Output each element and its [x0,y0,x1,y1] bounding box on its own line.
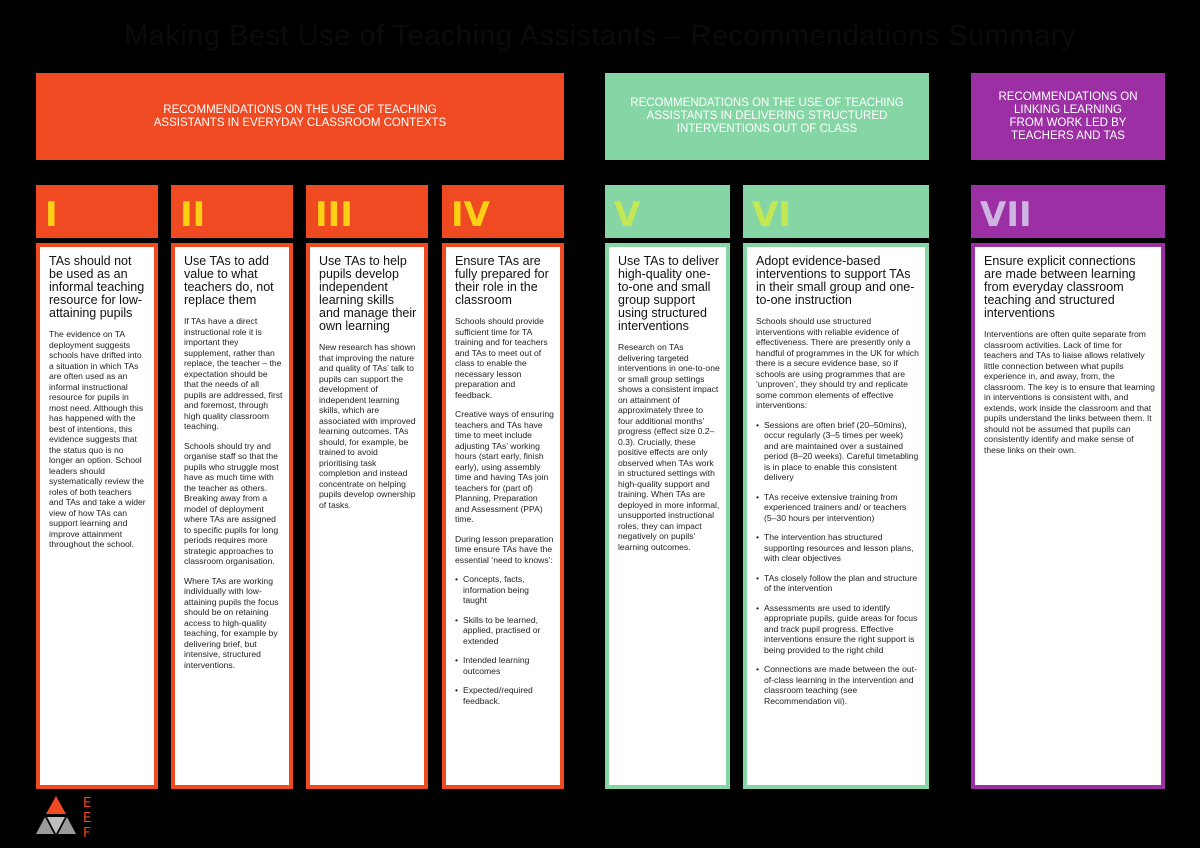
recommendation-6-numeral: VI [743,185,929,238]
recommendation-1-numeral: I [36,185,158,238]
recommendation-4-paragraph: Schools should provide sufficient time for TA training and for teachers and TAs to meet out of class to enable the necessary lesson preparation and feedback. [455,316,548,400]
logo-letter: E [83,811,92,826]
recommendation-3-heading: Use TAs to help pupils develop independent learning skills and manage their own learning [319,254,417,333]
recommendation-6-heading: Adopt evidence-based interventions to support TAs in their small group and one-to-one instruction [756,254,915,307]
recommendation-5-panel [605,243,730,789]
header-classroom-contexts-text: RECOMMENDATIONS ON THE USE OF TEACHING ASSISTANTS IN EVERYDAY CLASSROOM CONTEXTS [153,103,447,129]
bullet-item: • Assessments are used to identify appropriate pupils, guide areas for focus and track pupil progress. Effective interventions ensure the right support is being provided to the right child [756,603,919,656]
recommendation-2-panel [171,243,293,789]
recommendation-4-paragraph: Creative ways of ensuring teachers and TAs have time to meet include adjusting TAs’ working hours (start early, finish early), using assembly time and having TAs join teachers for (part of) Planning, Preparation and Assessment (PPA) time. [455,409,554,524]
bullet-item: • TAs receive extensive training from experienced trainers and/ or teachers (5–30 hours per intervention) [756,492,919,524]
recommendation-4-paragraph: During lesson preparation time ensure TAs have the essential ‘need to knows’: [455,533,554,565]
recommendation-6-paragraph: Schools should use structured interventions with reliable evidence of effectiveness. There are presently only a handful of programmes in the UK for which there is a secure evidence base, so if schools are using programmes that are ‘unproven’, they should try and replicate some common elements of effective interventions: [756,316,919,410]
header-classroom-contexts [36,73,564,160]
bullet-item: • The intervention has structured supporting resources and lesson plans, with clear objectives [756,532,919,564]
recommendation-2-heading: Use TAs to add value to what teachers do, not replace them [184,254,274,307]
recommendation-1-heading: TAs should not be used as an informal teaching resource for low-attaining pupils [49,254,145,320]
eef-logo [33,793,113,843]
recommendation-7-paragraph: Interventions are often quite separate from classroom activities. Lack of time for teachers and TAs to liaise allows relatively little connection between what pupils experience in, and away, from, the classroom. The key is to ensure that learning in interventions is consistent with, and extends, work inside the classroom and that pupils understand the links between them. It should not be assumed that pupils can consistently identify and make sense of these links on their own. [984,329,1155,455]
recommendation-3-numeral: III [306,185,428,238]
recommendation-5-heading: Use TAs to deliver high-quality one-to-one and small group support using structured interventions [618,254,719,333]
recommendation-5-paragraph: Research on TAs delivering targeted interventions in one-to-one or small group settings shows a consistent impact on attainment of approximately three to four additional months’ progress (effect size 0.2–0.3). Crucially, these positive effects are only observed when TAs work in structured settings with high-quality support and training. When TAs are deployed in more informal, unsupported instructional roles, they can impact negatively on pupils’ learning outcomes. [618,342,720,552]
recommendation-1-panel [36,243,158,789]
logo-letter: F [83,826,91,841]
page-title: Making Best Use of Teaching Assistants – Recommendations Summary [124,20,1076,52]
recommendation-4-heading: Ensure TAs are fully prepared for their role in the classroom [455,254,549,307]
recommendation-6-panel [743,243,929,789]
recommendation-2-paragraph: Schools should try and organise staff so that the pupils who struggle most have as much time with the teacher as others. Breaking away from a model of deployment where TAs are assigned to specific pupils for long periods requires more strategic approaches to classroom organisation. [184,440,279,566]
logo-triangle-top [46,796,66,814]
recommendation-4-bullet-list [455,574,554,706]
recommendation-1-paragraph: The evidence on TA deployment suggests schools have drifted into a situation in which TAs are often used as an informal instructional resource for pupils in most need. Although this has happened with the best of intentions, this evidence suggests that the status quo is no longer an option. School leaders should systematically review the roles of both teachers and TAs and take a wider view of how TAs can support learning and improve attainment throughout the school. [49,329,146,549]
recommendation-2-numeral: II [171,185,293,238]
header-linking-learning [971,73,1165,160]
bullet-item: • Sessions are often brief (20–50mins), occur regularly (3–5 times per week) and are maintained over a sustained period (8–20 weeks). Careful timetabling is in place to enable this consistent delivery [756,420,919,483]
recommendation-7-panel [971,243,1165,789]
bullet-item: • Concepts, facts, information being taught [455,574,554,606]
recommendation-6-bullet-list [756,420,919,707]
bullet-item: • Connections are made between the out-of-class learning in the intervention and classroom teaching (see Recommendation vii). [756,664,919,706]
bullet-item: • TAs closely follow the plan and structure of the intervention [756,573,919,594]
header-structured-interventions-text: RECOMMENDATIONS ON THE USE OF TEACHING ASSISTANTS IN DELIVERING STRUCTURED INTERVENTIONS OUT OF CLASS [630,97,904,135]
bullet-item: • Expected/required feedback. [455,685,554,706]
recommendation-4-numeral: IV [442,185,564,238]
bullet-item: • Intended learning outcomes [455,655,554,676]
bullet-item: • Skills to be learned, applied, practised or extended [455,615,554,647]
recommendation-3-panel [306,243,428,789]
recommendation-4-panel [442,243,564,789]
recommendation-7-heading: Ensure explicit connections are made between learning from everyday classroom teaching and structured interventions [984,254,1136,320]
logo-letter: E [83,796,92,811]
recommendation-7-numeral: VII [971,185,1165,238]
recommendation-2-paragraph: If TAs have a direct instructional role it is important they supplement, rather than replace, the teacher – the expectation should be that the needs of all pupils are addressed, first and foremost, through high quality classroom teaching. [184,316,283,431]
recommendation-2-paragraph: Where TAs are working individually with low-attaining pupils the focus should be on retaining access to high-quality teaching, for example by delivering brief, but intensive, structured interventions. [184,575,279,670]
recommendation-5-numeral: V [605,185,730,238]
header-structured-interventions [605,73,929,160]
recommendation-3-paragraph: New research has shown that improving the nature and quality of TAs’ talk to pupils can support the development of independent learning skills, which are associated with improved learning outcomes. TAs should, for example, be trained to avoid prioritising task completion and instead concentrate on helping pupils develop ownership of tasks. [319,342,416,510]
header-linking-learning-text: RECOMMENDATIONS ON LINKING LEARNING FROM WORK LED BY TEACHERS AND TAS [998,90,1138,142]
